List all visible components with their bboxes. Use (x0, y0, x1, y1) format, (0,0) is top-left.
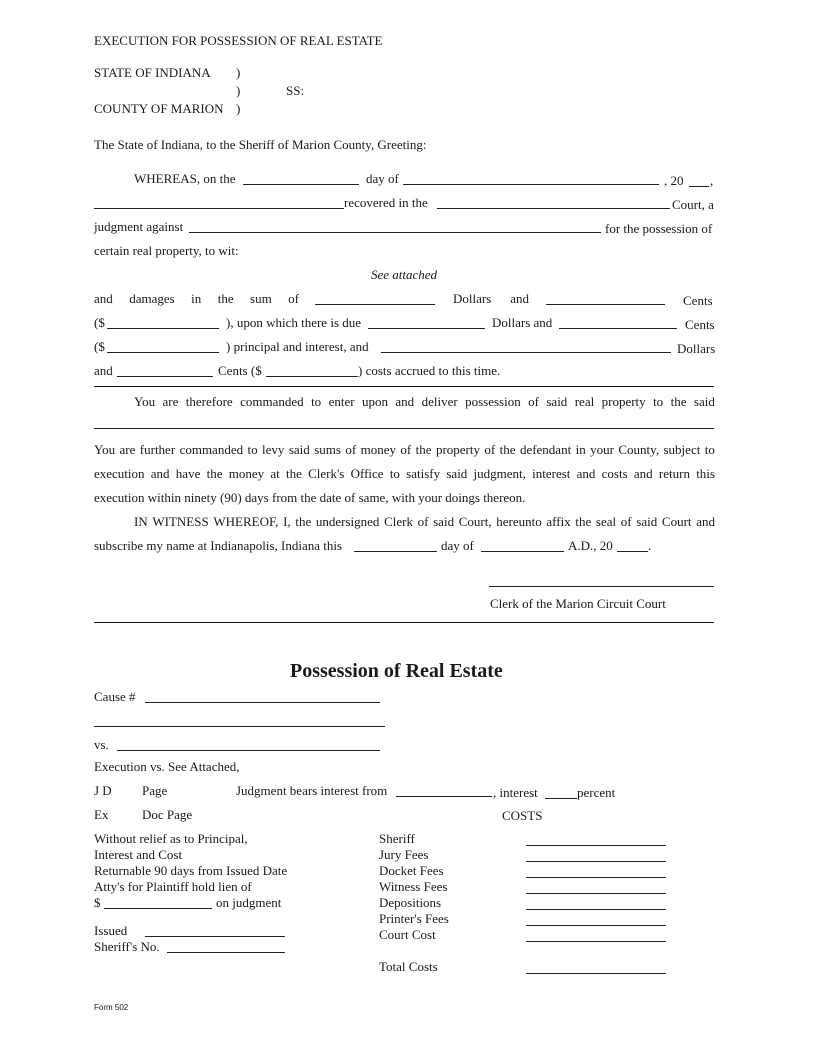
word: the (499, 442, 516, 457)
word: to (389, 466, 400, 481)
and-text: and (94, 363, 113, 378)
word: affix (546, 514, 571, 529)
word: and (510, 291, 529, 306)
dollars-and-text (453, 292, 529, 305)
form-title: EXECUTION FOR POSSESSION OF REAL ESTATE (94, 33, 383, 48)
bracket: ) (236, 83, 241, 98)
word: sum (250, 291, 272, 306)
dollars-and2-text: Dollars and (492, 315, 553, 330)
word: said (636, 514, 658, 529)
word: satisfy (406, 466, 441, 481)
cents2-text: Cents (685, 317, 715, 332)
jd-label: J D (94, 783, 112, 798)
damages-line (94, 292, 299, 305)
judgment-against-text: judgment against (94, 219, 184, 234)
word: Court, (458, 514, 492, 529)
witness-ad: A.D., 20 (568, 538, 613, 553)
cost-jury-fees-blank[interactable] (526, 861, 666, 862)
word: real (574, 394, 595, 409)
month-blank[interactable] (403, 184, 659, 185)
principal-dollars-blank[interactable] (381, 352, 671, 353)
state-label: STATE OF INDIANA (94, 65, 211, 80)
word: sums (314, 442, 341, 457)
word: IN (134, 514, 148, 529)
word: your (590, 442, 614, 457)
lien-line: Atty's for Plaintiff hold lien of (94, 879, 252, 894)
damages-dollars-blank[interactable] (315, 304, 435, 305)
word: to (704, 442, 715, 457)
doc-page-label: Doc Page (142, 807, 193, 822)
comma: , (710, 173, 714, 188)
damages-figure-blank[interactable] (107, 328, 219, 329)
word: money (228, 466, 265, 481)
vs-label: vs. (94, 737, 109, 752)
costs-cents-blank[interactable] (117, 376, 213, 377)
word: of (400, 442, 412, 457)
plaintiff-name-blank[interactable] (94, 428, 714, 429)
date-day-blank[interactable] (243, 184, 359, 185)
greeting: The State of Indiana, to the Sheriff of Marion County, Greeting: (94, 137, 427, 152)
word: of (620, 514, 632, 529)
word: this (696, 466, 715, 481)
word: said (546, 394, 568, 409)
witness-day-blank[interactable] (354, 551, 437, 552)
cost-witness-fees: Witness Fees (379, 879, 448, 894)
word: the (217, 291, 234, 306)
word: interest (532, 466, 571, 481)
court-a-text: Court, a (672, 197, 714, 212)
section-title: Possession of Real Estate (290, 660, 503, 682)
word: hereunto (496, 514, 542, 529)
word: to (311, 394, 322, 409)
word: are (119, 442, 136, 457)
word: defendant (519, 442, 572, 457)
cost-sheriff-blank[interactable] (526, 845, 666, 846)
word: and (576, 466, 596, 481)
word: undersigned (315, 514, 380, 529)
court-blank[interactable] (437, 208, 670, 209)
word: the (285, 466, 302, 481)
clerk-signature-line[interactable] (489, 586, 714, 587)
word: property (435, 442, 480, 457)
word: the (670, 394, 687, 409)
word: judgment, (473, 466, 526, 481)
word: in (191, 291, 202, 306)
whereas-text: WHEREAS, on the (134, 171, 236, 186)
cents-text: Cents (683, 293, 713, 308)
principal-figure-blank[interactable] (107, 352, 219, 353)
word: Court (661, 514, 692, 529)
word: WHEREOF, (213, 514, 279, 529)
bracket: ) (236, 65, 241, 80)
word: and (150, 466, 170, 481)
plaintiff-caption-blank[interactable] (94, 726, 385, 727)
word: the (415, 442, 432, 457)
cost-printers-fees: Printer's Fees (379, 911, 449, 926)
period: . (648, 538, 652, 553)
word: the (206, 466, 223, 481)
issued-blank[interactable] (145, 936, 285, 937)
percent-label: percent (577, 785, 616, 800)
word: You (134, 394, 156, 409)
witness-line-1 (134, 515, 715, 528)
cause-number-blank[interactable] (145, 702, 380, 703)
witness-month-blank[interactable] (481, 551, 564, 552)
cost-depositions: Depositions (379, 895, 442, 910)
word: property (601, 394, 646, 409)
word: of (288, 291, 299, 306)
word: said (433, 514, 455, 529)
day-of-text: day of (366, 171, 399, 186)
cause-label: Cause # (94, 689, 136, 704)
word: damages (129, 291, 175, 306)
word: return (658, 466, 690, 481)
word: County, (618, 442, 660, 457)
word: therefore (185, 394, 233, 409)
cost-witness-fees-blank[interactable] (526, 893, 666, 894)
issued-label: Issued (94, 923, 128, 938)
word: seal (595, 514, 617, 529)
section-divider (94, 386, 714, 387)
relief-line: Without relief as to Principal, (94, 831, 248, 846)
returnable-line: Returnable 90 days from Issued Date (94, 863, 288, 878)
cost-depositions-blank[interactable] (526, 909, 666, 910)
word: of (345, 442, 357, 457)
judgment-interest-label: Judgment bears interest from (236, 783, 388, 798)
word: Office (350, 466, 384, 481)
word: further (139, 442, 176, 457)
levy-line-1 (94, 443, 715, 456)
damages-cents-blank[interactable] (546, 304, 665, 305)
sheriffs-no-blank[interactable] (167, 952, 285, 953)
witness-line-2: subscribe my name at Indianapolis, Indiana this (94, 538, 343, 553)
commanded-line (134, 395, 715, 408)
for-possession-text: for the possession of (605, 221, 713, 236)
cost-docket-fees: Docket Fees (379, 863, 444, 878)
levy-line-2 (94, 467, 715, 480)
bracket: ) (236, 101, 241, 116)
cents-paren-text: Cents ($ (218, 363, 262, 378)
word: commanded (240, 394, 304, 409)
word: WITNESS (152, 514, 209, 529)
word: money (360, 442, 396, 457)
costs-figure-blank[interactable] (266, 376, 358, 377)
witness-day-of: day of (441, 538, 474, 553)
recovered-text: recovered in the (344, 195, 428, 210)
word: said (693, 394, 715, 409)
total-costs-label: Total Costs (379, 959, 438, 974)
defendant-blank[interactable] (189, 232, 601, 233)
plaintiff-blank[interactable] (94, 208, 344, 209)
word: You (94, 442, 116, 457)
on-judgment-label: on judgment (216, 895, 282, 910)
execution-vs-label: Execution vs. See Attached, (94, 759, 240, 774)
levy-line-3: execution within ninety (90) days from the date of same, with your doings thereon. (94, 490, 526, 505)
word: levy (262, 442, 285, 457)
dollar-sign: $ (94, 895, 101, 910)
word: commanded (179, 442, 244, 457)
word: the (295, 514, 312, 529)
total-costs-blank[interactable] (526, 973, 666, 974)
lien-amount-blank[interactable] (104, 908, 212, 909)
year-prefix: , 20 (664, 173, 684, 188)
word: and (395, 394, 415, 409)
word: Clerk's (308, 466, 345, 481)
word: of (528, 394, 539, 409)
word: have (175, 466, 201, 481)
word: and (94, 291, 113, 306)
clerk-label: Clerk of the Marion Circuit Court (490, 596, 666, 611)
word: enter (328, 394, 355, 409)
form-number: Form 502 (94, 1003, 129, 1012)
word: said (446, 466, 468, 481)
cost-jury-fees: Jury Fees (379, 847, 429, 862)
interest-label: , interest (493, 785, 538, 800)
cost-docket-fees-blank[interactable] (526, 877, 666, 878)
word: execution (94, 466, 145, 481)
interest-date-blank[interactable] (396, 796, 492, 797)
word: I, (283, 514, 291, 529)
defendant-caption-blank[interactable] (117, 750, 380, 751)
cost-printers-fees-blank[interactable] (526, 925, 666, 926)
cost-court-cost-blank[interactable] (526, 941, 666, 942)
upon-which-text: ), upon which there is due (226, 315, 362, 330)
cost-court-cost: Court Cost (379, 927, 436, 942)
cost-sheriff: Sheriff (379, 831, 415, 846)
costs-heading: COSTS (502, 808, 543, 823)
dollar-paren-2: ($ (94, 339, 105, 354)
word: in (575, 442, 586, 457)
word: and (696, 514, 715, 529)
see-attached-text: See attached (371, 267, 438, 282)
county-label: COUNTY OF MARION (94, 101, 224, 116)
word: Dollars (453, 291, 492, 306)
section-divider-2 (94, 622, 714, 623)
page-label: Page (142, 783, 168, 798)
word: costs (601, 466, 628, 481)
word: deliver (421, 394, 458, 409)
interest-cost-line: Interest and Cost (94, 847, 183, 862)
witness-year-blank[interactable] (617, 551, 648, 552)
word: at (270, 466, 280, 481)
due-dollars-blank[interactable] (368, 328, 485, 329)
word: subject (663, 442, 701, 457)
word: are (162, 394, 179, 409)
dollars-text: Dollars (677, 341, 716, 356)
word: said (288, 442, 310, 457)
word: Clerk (384, 514, 413, 529)
costs-accrued-text: ) costs accrued to this time. (358, 363, 501, 378)
word: and (633, 466, 653, 481)
word: to (247, 442, 258, 457)
principal-text: ) principal and interest, and (226, 339, 369, 354)
year-blank[interactable] (689, 186, 709, 187)
word: of (484, 442, 496, 457)
word: upon (361, 394, 388, 409)
interest-rate-blank[interactable] (545, 798, 577, 799)
word: of (417, 514, 429, 529)
sheriffs-no-label: Sheriff's No. (94, 939, 160, 954)
word: to (653, 394, 664, 409)
due-cents-blank[interactable] (559, 328, 677, 329)
word: the (575, 514, 592, 529)
certain-property-text: certain real property, to wit: (94, 243, 239, 258)
dollar-paren: ($ (94, 315, 105, 330)
ss-label: SS: (286, 83, 305, 98)
word: possession (465, 394, 521, 409)
ex-label: Ex (94, 807, 109, 822)
